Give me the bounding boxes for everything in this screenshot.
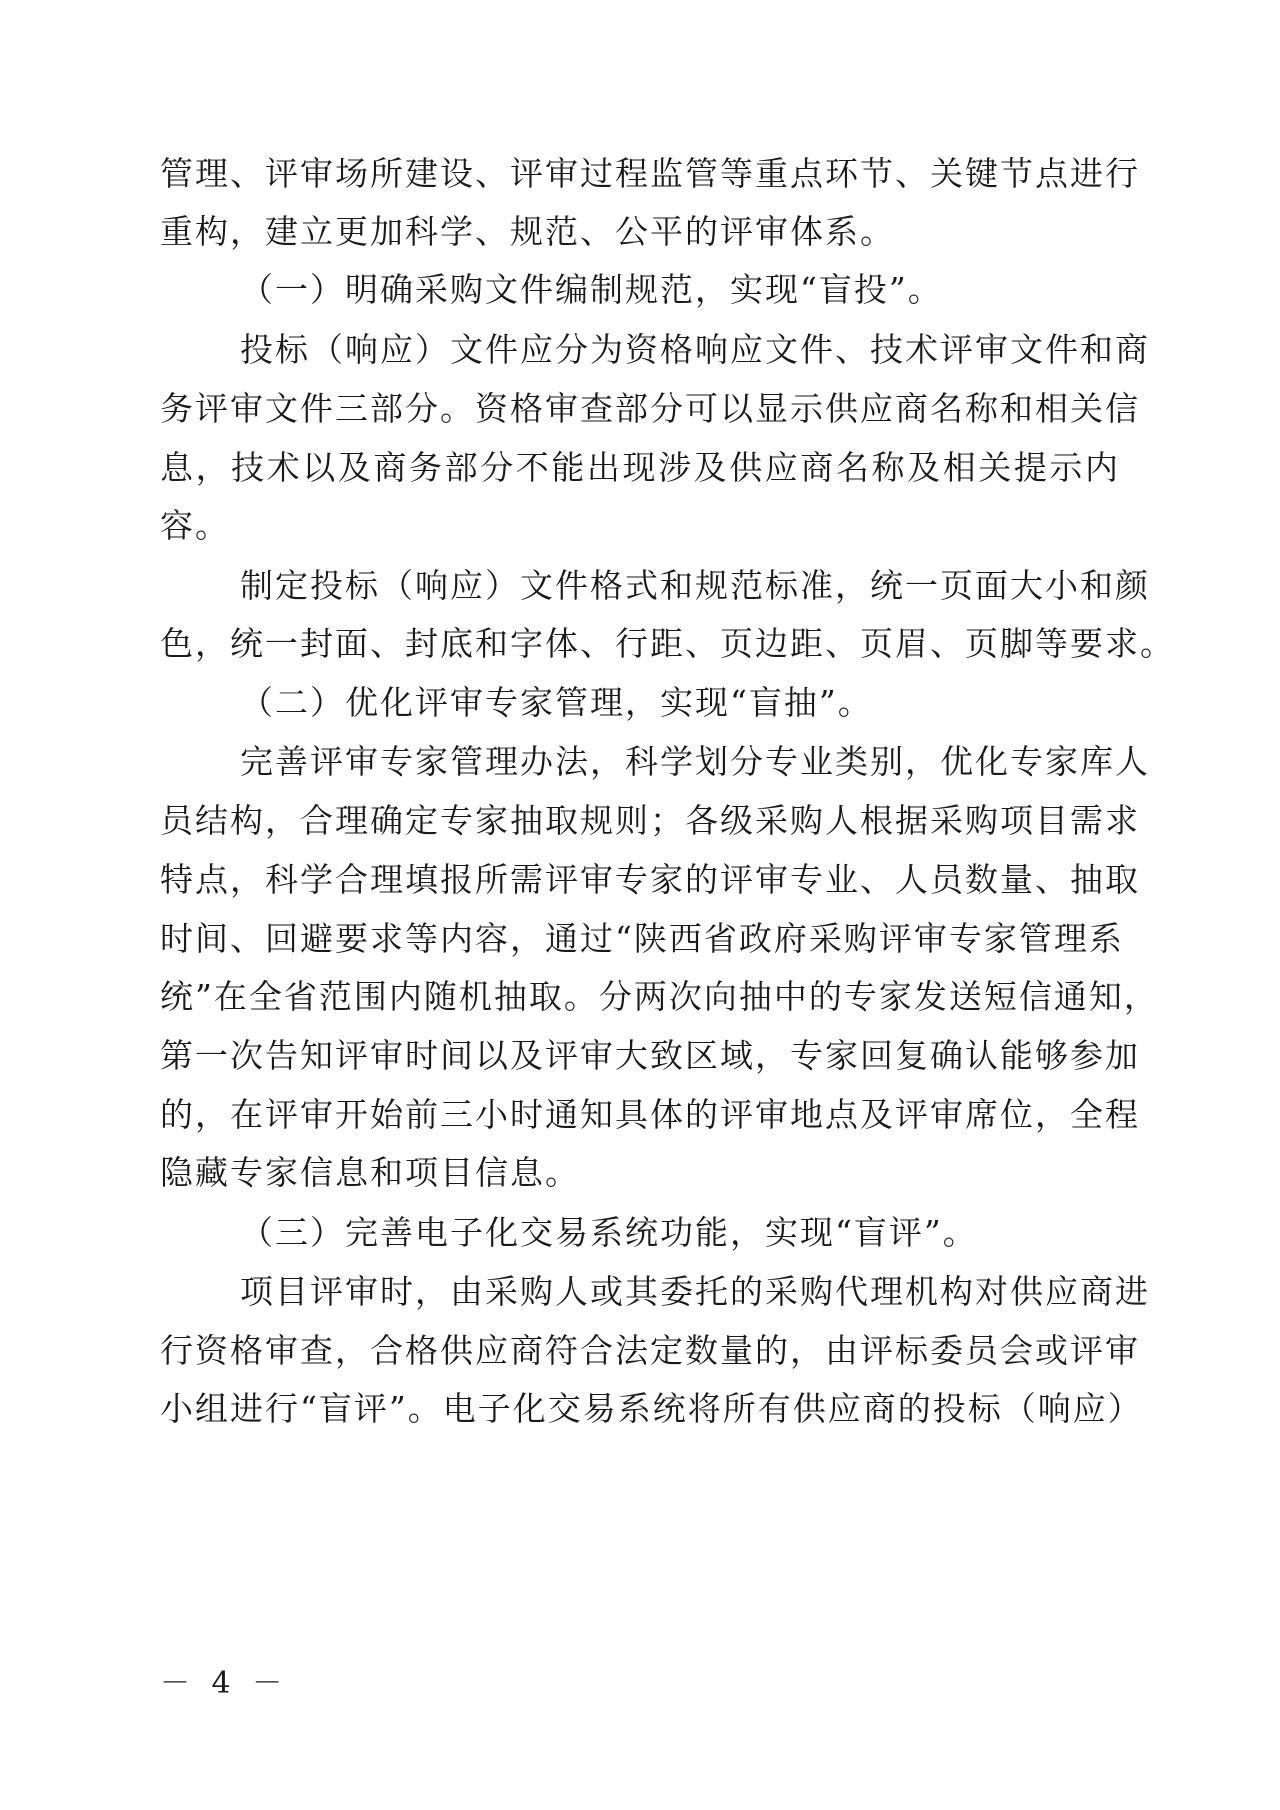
body-line-9: 完善评审专家管理办法，科学划分专业类别，优化专家库人 (240, 742, 1150, 781)
body-line-18: 行资格审查，合格供应商符合法定数量的，由评标委员会或评审 (160, 1331, 1140, 1370)
body-line-14: 第一次告知评审时间以及评审大致区域，专家回复确认能够参加 (160, 1036, 1140, 1075)
section-heading-2: （二）优化评审专家管理，实现“盲抽”。 (240, 683, 873, 722)
body-line-12: 时间、回避要求等内容，通过“陕西省政府采购评审专家管理系 (160, 919, 1124, 958)
body-line-17: 项目评审时，由采购人或其委托的采购代理机构对供应商进 (240, 1272, 1150, 1311)
body-line-16: 隐藏专家信息和项目信息。 (160, 1153, 580, 1192)
body-line-6: 容。 (160, 506, 230, 545)
body-line-7: 制定投标（响应）文件格式和规范标准，统一页面大小和颜 (240, 566, 1150, 605)
body-line-1: 管理、评审场所建设、评审过程监管等重点环节、关键节点进行 (160, 154, 1140, 193)
body-line-10: 员结构，合理确定专家抽取规则；各级采购人根据采购项目需求 (160, 801, 1140, 840)
page-number: － 4 － (160, 1666, 289, 1701)
body-line-8: 色，统一封面、封底和字体、行距、页边距、页眉、页脚等要求。 (160, 624, 1175, 663)
body-line-11: 特点，科学合理填报所需评审专家的评审专业、人员数量、抽取 (160, 860, 1140, 899)
body-line-19: 小组进行“盲评”。电子化交易系统将所有供应商的投标（响应） (160, 1389, 1143, 1428)
body-line-2: 重构，建立更加科学、规范、公平的评审体系。 (160, 212, 895, 251)
section-heading-3: （三）完善电子化交易系统功能，实现“盲评”。 (240, 1213, 978, 1252)
body-line-5: 息，技术以及商务部分不能出现涉及供应商名称及相关提示内 (160, 448, 1120, 487)
body-line-4: 务评审文件三部分。资格审查部分可以显示供应商名称和相关信 (160, 389, 1140, 428)
body-line-3: 投标（响应）文件应分为资格响应文件、技术评审文件和商 (240, 330, 1150, 369)
section-heading-1: （一）明确采购文件编制规范，实现“盲投”。 (240, 270, 943, 309)
body-line-13: 统”在全省范围内随机抽取。分两次向抽中的专家发送短信通知， (160, 977, 1159, 1016)
body-line-15: 的，在评审开始前三小时通知具体的评审地点及评审席位，全程 (160, 1095, 1140, 1134)
